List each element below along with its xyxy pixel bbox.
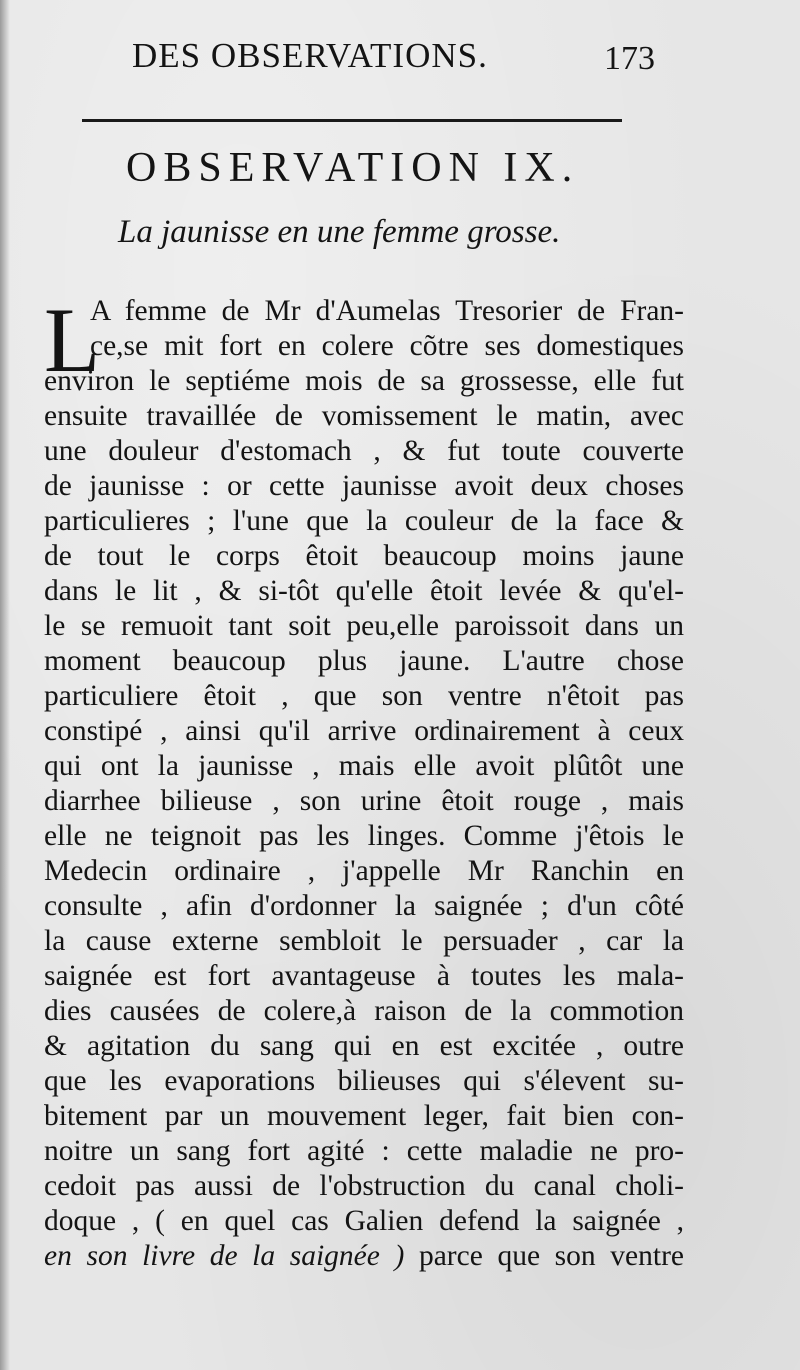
text-line: diarrhee bilieuse , son urine êtoit rouge , mais [44, 785, 684, 817]
text-line: le se remuoit tant soit peu,elle paroissoit dans un [44, 610, 684, 642]
text-line: doque , ( en quel cas Galien defend la saignée , [44, 1205, 684, 1237]
text-line: ensuite travaillée de vomissement le matin, avec [44, 400, 684, 432]
text-line: bitement par un mouvement leger, fait bien con- [44, 1100, 684, 1132]
header-rule [82, 119, 622, 122]
text-line: de tout le corps êtoit beaucoup moins jaune [44, 540, 684, 572]
last-line-rest: parce que son ventre [404, 1240, 685, 1272]
text-line: la cause externe sembloit le persuader , car la [44, 925, 684, 957]
text-line: elle ne teignoit pas les linges. Comme j'êtois le [44, 820, 684, 852]
text-line: qui ont la jaunisse , mais elle avoit plûtôt une [44, 750, 684, 782]
text-line: particulieres ; l'une que la couleur de la face & [44, 505, 684, 537]
text-line: que les evaporations bilieuses qui s'élevent su- [44, 1065, 684, 1097]
text-line: dies causées de colere,à raison de la commotion [44, 995, 684, 1027]
observation-subtitle: La jaunisse en une femme grosse. [118, 214, 561, 250]
page-number: 173 [604, 40, 655, 77]
text-line: Medecin ordinaire , j'appelle Mr Ranchin en [44, 855, 684, 887]
text-line: consulte , afin d'ordonner la saignée ; d'un côté [44, 890, 684, 922]
text-line: ce,se mit fort en colere cõtre ses domestiques [90, 330, 684, 362]
text-line: A femme de Mr d'Aumelas Tresorier de Fran- [90, 295, 684, 327]
text-line: de jaunisse : or cette jaunisse avoit deux choses [44, 470, 684, 502]
text-line: & agitation du sang qui en est excitée , outre [44, 1030, 684, 1062]
body-text [44, 289, 685, 1274]
italic-citation: en son livre de la saignée ) [44, 1240, 405, 1272]
text-line-last [44, 1239, 684, 1274]
text-line: constipé , ainsi qu'il arrive ordinairement à ceux [44, 715, 684, 747]
text-line: dans le lit , & si-tôt qu'elle êtoit levée & qu'el- [44, 575, 684, 607]
page-edge-shadow [0, 0, 10, 1370]
text-line: cedoit pas aussi de l'obstruction du canal choli- [44, 1170, 684, 1202]
text-line: une douleur d'estomach , & fut toute couverte [44, 435, 684, 467]
observation-title: OBSERVATION IX. [126, 145, 580, 191]
text-line: environ le septiéme mois de sa grossesse, elle fut [44, 365, 684, 397]
running-head: DES OBSERVATIONS. [132, 36, 488, 75]
text-line: moment beaucoup plus jaune. L'autre chose [44, 645, 684, 677]
text-line: noitre un sang fort agité : cette maladie ne pro- [44, 1135, 684, 1167]
text-line: saignée est fort avantageuse à toutes les mala- [44, 960, 684, 992]
drop-cap: L [44, 289, 101, 391]
text-line: particuliere êtoit , que son ventre n'êtoit pas [44, 680, 684, 712]
